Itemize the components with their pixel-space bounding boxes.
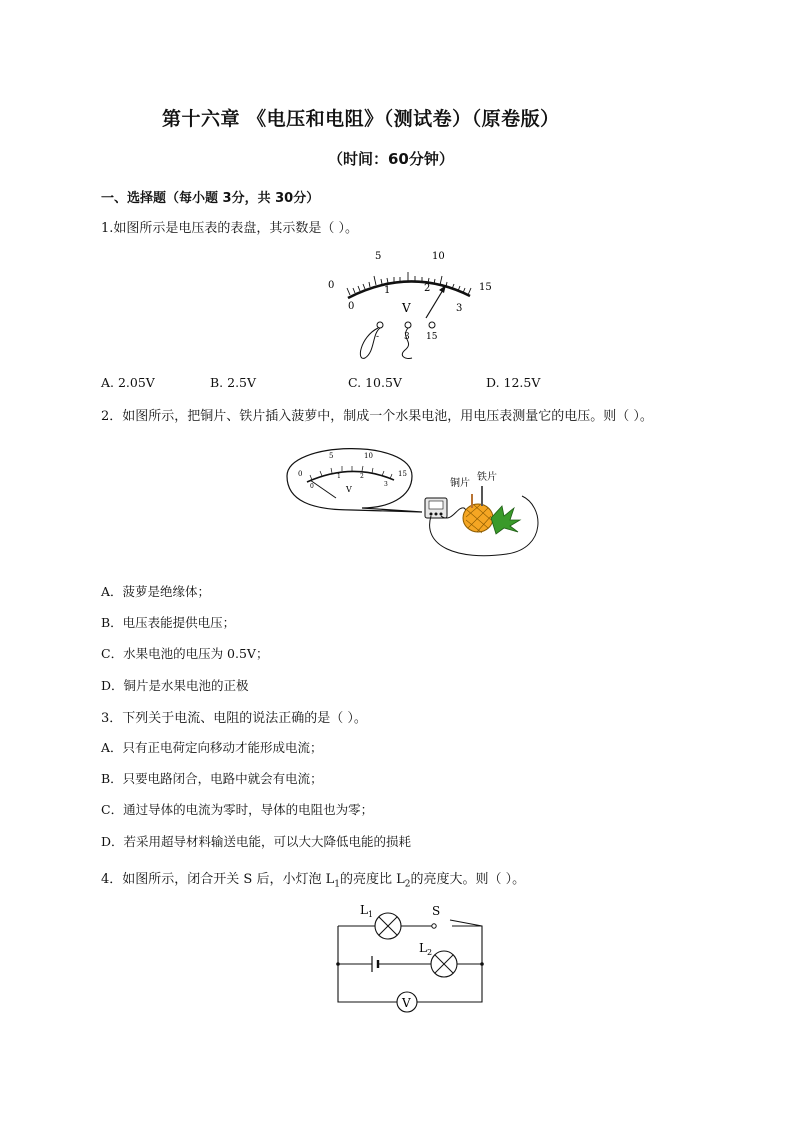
terminal-negative [377,322,383,328]
upper-scale-10: 10 [432,251,445,262]
q2-option-d: D．铜片是水果电池的正极 [101,678,249,693]
section-heading: 一、选择题（每小题 3分，共 30分） [101,191,320,206]
q2-option-b: B．电压表能提供电压； [101,615,236,630]
svg-text:0: 0 [310,483,314,490]
speech-bubble [287,449,422,512]
switch-blade [450,920,482,926]
svg-text:0: 0 [298,470,303,478]
q1-option-d: D. 12.5V [486,375,541,390]
q1-option-a: A. 2.05V [101,375,155,390]
question-2-stem: 2．如图所示，把铜片、铁片插入菠萝中，制成一个水果电池，用电压表测量它的电压。则（ ）。 [101,409,653,424]
question-1-stem: 1.如图所示是电压表的表盘，其示数是（ ）。 [101,221,359,236]
terminal-15 [429,322,435,328]
dial-ticks [347,272,471,295]
q3-option-d: D．若采用超导材料输送电能，可以大大降低电能的损耗 [101,834,412,849]
svg-text:10: 10 [364,452,373,460]
lower-scale-1: 1 [384,285,391,296]
svg-text:5: 5 [329,452,334,460]
lamp-l1-label: $L_1$ [360,903,374,919]
lower-scale-3: 3 [456,303,463,314]
lower-scale-2: 2 [424,283,431,294]
q3-option-a: A．只有正电荷定向移动才能形成电流； [101,740,323,755]
svg-text:15: 15 [398,470,407,478]
q2-option-c: C．水果电池的电压为 0.5V； [101,646,269,661]
q3-option-b: B．只要电路闭合，电路中就会有电流； [101,771,323,786]
copper-label: 铜片 [450,478,470,489]
circuit-figure [330,898,495,1020]
voltmeter-dial-figure [320,242,500,364]
question-3-stem: 3．下列关于电流、电阻的说法正确的是（ ）。 [101,711,367,726]
lamp-l2-label: $L_2$ [419,941,433,957]
page-subtitle: （时间：60分钟） [328,150,454,168]
upper-scale-15: 15 [479,282,492,293]
switch-label: S [432,904,441,918]
dial-arc [348,281,470,298]
lower-scale-0: 0 [348,301,355,312]
voltmeter-label: V [402,996,411,1010]
terminal-3 [405,322,411,328]
wire-1 [360,328,380,358]
upper-scale-0: 0 [328,280,335,291]
terminal-label-15: 15 [426,332,438,342]
q1-option-c: C. 10.5V [348,375,402,390]
terminal-label-3: 3 [404,332,410,342]
q3-option-c: C．通过导体的电流为零时，导体的电阻也为零； [101,802,374,817]
svg-text:2: 2 [360,473,364,480]
q2-option-a: A．菠萝是绝缘体； [101,584,211,599]
page-title: 第十六章 《电压和电阻》（测试卷）（原卷版） [162,108,560,130]
switch-contact [432,924,436,928]
svg-text:V: V [346,485,352,494]
question-4-stem: 4．如图所示，闭合开关 S 后，小灯泡 $L_1$的亮度比 $L_2$的亮度大。则（ ）。 [101,872,526,890]
unit-label: V [402,301,411,315]
upper-scale-5: 5 [375,251,382,262]
svg-text:3: 3 [384,481,388,488]
iron-label: 铁片 [477,472,497,483]
terminal-label-neg: - [376,332,380,342]
q1-option-b: B. 2.5V [210,375,257,390]
svg-text:1: 1 [337,473,341,480]
pineapple-leaves [491,506,520,534]
fruit-battery-figure [282,436,547,564]
